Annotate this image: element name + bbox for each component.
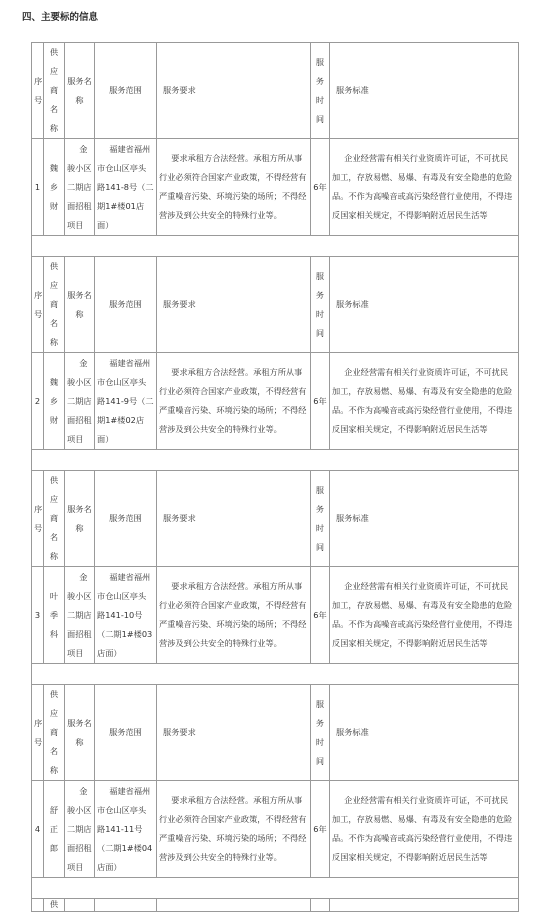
header-service-name: 服务名称 bbox=[65, 257, 95, 353]
cell-service-requirement: 要求承租方合法经营。承租方所从事行业必须符合国家产业政策，不得经营有严重噪音污染、环境污染的场所；不得经营涉及到公共安全的特殊行业等。 bbox=[157, 567, 311, 664]
spacer-cell bbox=[32, 664, 519, 685]
header-supplier-partial: 供 bbox=[44, 899, 65, 912]
cell-service-time: 6年 bbox=[311, 567, 330, 664]
cell-service-time: 6年 bbox=[311, 353, 330, 450]
cell-service-name: 金骏小区二期店面招租项目 bbox=[65, 781, 95, 878]
cell-service-requirement: 要求承租方合法经营。承租方所从事行业必须符合国家产业政策，不得经营有严重噪音污染、环境污染的场所；不得经营涉及到公共安全的特殊行业等。 bbox=[157, 139, 311, 236]
header-supplier: 供应商名称 bbox=[44, 471, 65, 567]
header-service-name: 服务名称 bbox=[65, 43, 95, 139]
header-supplier: 供应商名称 bbox=[44, 43, 65, 139]
header-seq-partial bbox=[32, 899, 44, 912]
cell-seq: 4 bbox=[32, 781, 44, 878]
table-row bbox=[32, 139, 519, 236]
header-service-time: 服务时间 bbox=[311, 685, 330, 781]
table-header-row bbox=[32, 685, 519, 781]
cell-service-standard: 企业经营需有相关行业资质许可证，不可扰民加工，存放易燃、易爆、有毒及有安全隐患的危险品。不作为高噪音或高污染经营行业使用，不得违反国家相关规定，不得影响附近居民生活等 bbox=[330, 567, 519, 664]
header-supplier: 供应商名称 bbox=[44, 685, 65, 781]
table-spacer-row bbox=[32, 236, 519, 257]
header-service-requirement: 服务要求 bbox=[157, 471, 311, 567]
cell-seq: 2 bbox=[32, 353, 44, 450]
cell-service-name: 金骏小区二期店面招租项目 bbox=[65, 139, 95, 236]
cell-service-scope: 福建省福州市仓山区亭头路141-10号（二期1#楼03店面） bbox=[95, 567, 157, 664]
header-seq: 序号 bbox=[32, 257, 44, 353]
spacer-cell bbox=[32, 450, 519, 471]
header-service-time-partial bbox=[311, 899, 330, 912]
header-seq: 序号 bbox=[32, 471, 44, 567]
header-service-requirement: 服务要求 bbox=[157, 43, 311, 139]
table-header-row-partial bbox=[32, 899, 519, 912]
header-supplier: 供应商名称 bbox=[44, 257, 65, 353]
spacer-cell bbox=[32, 878, 519, 899]
table-header-row bbox=[32, 43, 519, 139]
header-service-standard-partial bbox=[330, 899, 519, 912]
spacer-cell bbox=[32, 236, 519, 257]
table-row bbox=[32, 567, 519, 664]
header-service-scope: 服务范围 bbox=[95, 257, 157, 353]
table-header-row bbox=[32, 471, 519, 567]
header-service-time: 服务时间 bbox=[311, 257, 330, 353]
cell-supplier: 魏乡财 bbox=[44, 139, 65, 236]
cell-seq: 1 bbox=[32, 139, 44, 236]
cell-seq: 3 bbox=[32, 567, 44, 664]
header-service-name: 服务名称 bbox=[65, 685, 95, 781]
cell-service-name: 金骏小区二期店面招租项目 bbox=[65, 353, 95, 450]
cell-supplier: 舒正郎 bbox=[44, 781, 65, 878]
header-service-scope: 服务范围 bbox=[95, 685, 157, 781]
cell-service-requirement: 要求承租方合法经营。承租方所从事行业必须符合国家产业政策，不得经营有严重噪音污染、环境污染的场所；不得经营涉及到公共安全的特殊行业等。 bbox=[157, 353, 311, 450]
header-service-requirement: 服务要求 bbox=[157, 685, 311, 781]
header-service-standard: 服务标准 bbox=[330, 43, 519, 139]
header-service-scope: 服务范围 bbox=[95, 471, 157, 567]
cell-service-name: 金骏小区二期店面招租项目 bbox=[65, 567, 95, 664]
main-subject-table bbox=[31, 42, 519, 912]
header-service-time: 服务时间 bbox=[311, 471, 330, 567]
header-service-standard: 服务标准 bbox=[330, 685, 519, 781]
table-row bbox=[32, 353, 519, 450]
table-spacer-row bbox=[32, 450, 519, 471]
cell-service-standard: 企业经营需有相关行业资质许可证，不可扰民加工，存放易燃、易爆、有毒及有安全隐患的危险品。不作为高噪音或高污染经营行业使用，不得违反国家相关规定，不得影响附近居民生活等 bbox=[330, 139, 519, 236]
header-service-standard: 服务标准 bbox=[330, 471, 519, 567]
cell-supplier: 叶季科 bbox=[44, 567, 65, 664]
section-title: 四、主要标的信息 bbox=[22, 12, 99, 23]
header-service-name-partial bbox=[65, 899, 95, 912]
cell-service-requirement: 要求承租方合法经营。承租方所从事行业必须符合国家产业政策，不得经营有严重噪音污染、环境污染的场所；不得经营涉及到公共安全的特殊行业等。 bbox=[157, 781, 311, 878]
cell-service-standard: 企业经营需有相关行业资质许可证，不可扰民加工，存放易燃、易爆、有毒及有安全隐患的危险品。不作为高噪音或高污染经营行业使用，不得违反国家相关规定，不得影响附近居民生活等 bbox=[330, 353, 519, 450]
header-service-scope: 服务范围 bbox=[95, 43, 157, 139]
header-service-requirement-partial bbox=[157, 899, 311, 912]
table-row bbox=[32, 781, 519, 878]
cell-service-time: 6年 bbox=[311, 781, 330, 878]
cell-service-scope: 福建省福州市仓山区亭头路141-8号（二期1#楼01店面） bbox=[95, 139, 157, 236]
table-header-row bbox=[32, 257, 519, 353]
table-spacer-row bbox=[32, 878, 519, 899]
header-seq: 序号 bbox=[32, 685, 44, 781]
header-service-name: 服务名称 bbox=[65, 471, 95, 567]
cell-service-standard: 企业经营需有相关行业资质许可证，不可扰民加工，存放易燃、易爆、有毒及有安全隐患的危险品。不作为高噪音或高污染经营行业使用，不得违反国家相关规定，不得影响附近居民生活等 bbox=[330, 781, 519, 878]
cell-supplier: 魏乡财 bbox=[44, 353, 65, 450]
cell-service-time: 6年 bbox=[311, 139, 330, 236]
header-service-requirement: 服务要求 bbox=[157, 257, 311, 353]
header-service-scope-partial bbox=[95, 899, 157, 912]
cell-service-scope: 福建省福州市仓山区亭头路141-9号（二期1#楼02店面） bbox=[95, 353, 157, 450]
header-service-standard: 服务标准 bbox=[330, 257, 519, 353]
table-spacer-row bbox=[32, 664, 519, 685]
header-seq: 序号 bbox=[32, 43, 44, 139]
cell-service-scope: 福建省福州市仓山区亭头路141-11号（二期1#楼04店面） bbox=[95, 781, 157, 878]
header-service-time: 服务时间 bbox=[311, 43, 330, 139]
